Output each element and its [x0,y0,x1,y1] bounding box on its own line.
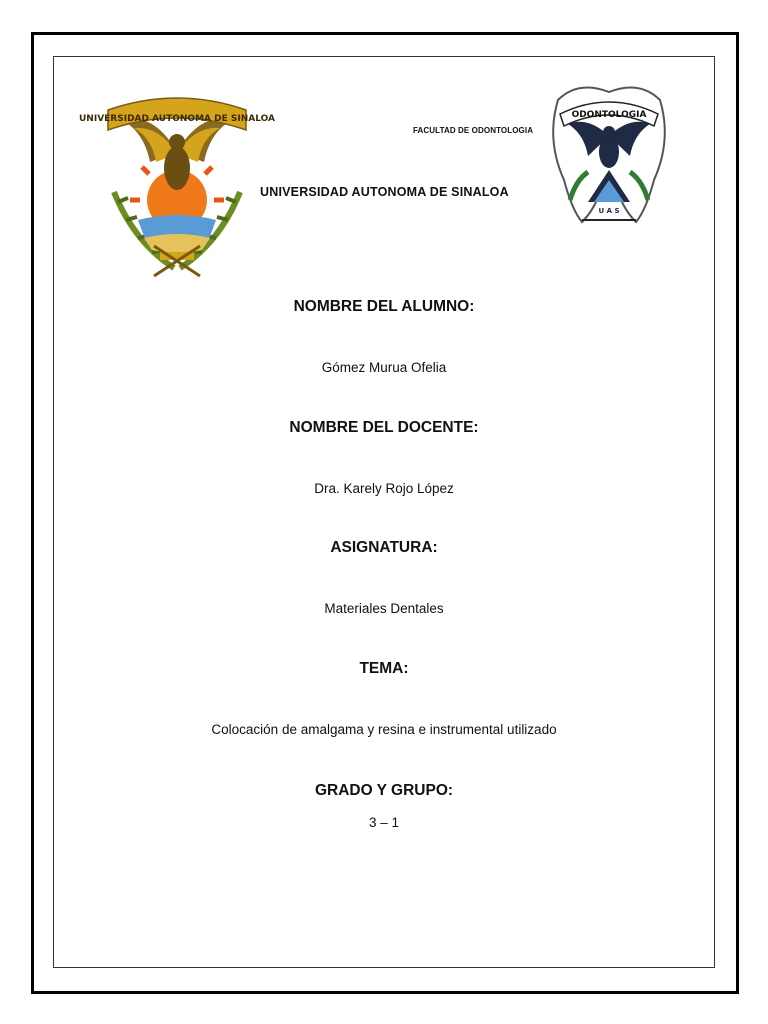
teacher-name-heading: NOMBRE DEL DOCENTE: [289,419,479,436]
student-name-heading: NOMBRE DEL ALUMNO: [293,298,475,315]
grade-group-heading: GRADO Y GRUPO: [314,782,454,799]
subject-value: Materiales Dentales [324,601,444,616]
faculty-name: FACULTAD DE ODONTOLOGIA [413,126,534,135]
odontologia-tooth-eagle-icon [548,80,670,228]
uas-eagle-shield-icon [79,92,275,278]
subject-heading: ASIGNATURA: [330,539,438,556]
odonto-logo-letters: U A S [598,207,620,215]
teacher-name-value: Dra. Karely Rojo López [314,481,454,496]
odonto-logo-banner-text: ODONTOLOGIA [571,110,647,120]
topic-heading: TEMA: [359,660,409,677]
student-name-value: Gómez Murua Ofelia [321,360,447,375]
uas-logo-banner-text: UNIVERSIDAD AUTONOMA DE SINALOA [79,114,275,124]
topic-value: Colocación de amalgama y resina e instrumental utilizado [211,722,557,737]
grade-group-value: 3 – 1 [368,815,400,830]
university-name: UNIVERSIDAD AUTONOMA DE SINALOA [260,185,509,199]
